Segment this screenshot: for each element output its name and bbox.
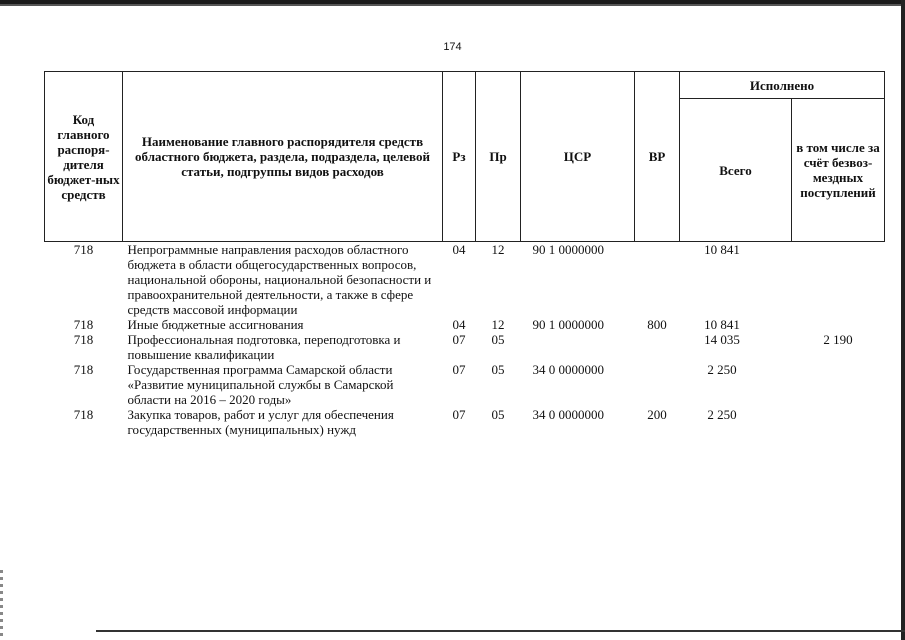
header-name: Наименование главного распорядителя средств областного бюджета, раздела, подраздела, целевой статьи, подгруппы видов расходов xyxy=(123,72,443,242)
table-header xyxy=(45,72,885,242)
table-body xyxy=(45,242,885,438)
row-grants xyxy=(792,242,885,318)
header-rz: Рз xyxy=(443,72,476,242)
row-total: 10 841 xyxy=(704,242,740,257)
table-row xyxy=(45,317,885,332)
row-code: 718 xyxy=(73,317,94,332)
row-code: 718 xyxy=(73,242,94,257)
row-name: Профессиональная подготовка, переподготовка и повышение квалификации xyxy=(127,332,401,362)
row-vr: 200 xyxy=(647,407,667,422)
page-number: 174 xyxy=(443,41,462,53)
table-row xyxy=(45,242,885,318)
row-total: 2 250 xyxy=(707,407,737,422)
row-name: Закупка товаров, работ и услуг для обеспечения государственных (муниципальных) нужд xyxy=(127,407,394,437)
row-vr: 800 xyxy=(647,317,667,332)
row-vr xyxy=(635,362,680,407)
row-name: Государственная программа Самарской области «Развитие муниципальной службы в Самарской области на 2016 – 2020 годы» xyxy=(127,362,394,407)
header-pr: Пр xyxy=(476,72,521,242)
row-rz: 07 xyxy=(452,332,466,347)
table-row xyxy=(45,407,885,437)
row-csr: 90 1 0000000 xyxy=(532,317,604,332)
header-vr: ВР xyxy=(635,72,680,242)
row-grants xyxy=(792,362,885,407)
row-code: 718 xyxy=(73,407,94,422)
scan-edge-right xyxy=(901,0,905,640)
row-rz: 07 xyxy=(452,362,466,377)
row-csr xyxy=(521,332,635,362)
scan-edge-left xyxy=(0,570,3,640)
budget-table xyxy=(44,71,885,437)
row-pr: 05 xyxy=(491,407,505,422)
header-grants: в том числе за счёт безвоз-мездных поступлений xyxy=(792,99,885,242)
row-csr: 90 1 0000000 xyxy=(532,242,604,257)
table-row xyxy=(45,332,885,362)
row-total: 10 841 xyxy=(704,317,740,332)
row-name: Иные бюджетные ассигнования xyxy=(127,317,304,332)
table-row xyxy=(45,362,885,407)
header-code: Код главного распоря-дителя бюджет-ных средств xyxy=(45,72,123,242)
row-pr: 12 xyxy=(491,317,505,332)
header-csr: ЦСР xyxy=(521,72,635,242)
row-grants: 2 190 xyxy=(823,332,853,347)
scan-edge-bottom xyxy=(96,630,905,632)
row-csr: 34 0 0000000 xyxy=(532,362,604,377)
row-csr: 34 0 0000000 xyxy=(532,407,604,422)
row-rz: 04 xyxy=(452,317,466,332)
row-rz: 07 xyxy=(452,407,466,422)
row-vr xyxy=(635,242,680,318)
row-total: 2 250 xyxy=(707,362,737,377)
row-grants xyxy=(792,407,885,437)
row-total: 14 035 xyxy=(704,332,740,347)
row-pr: 05 xyxy=(491,332,505,347)
row-pr: 05 xyxy=(491,362,505,377)
row-grants xyxy=(792,317,885,332)
row-code: 718 xyxy=(73,362,94,377)
scan-edge-top xyxy=(0,0,905,9)
row-vr xyxy=(635,332,680,362)
header-total: Всего xyxy=(680,99,792,242)
row-pr: 12 xyxy=(491,242,505,257)
row-rz: 04 xyxy=(452,242,466,257)
row-code: 718 xyxy=(73,332,94,347)
header-executed: Исполнено xyxy=(680,72,885,99)
row-name: Непрограммные направления расходов областного бюджета в области общегосударственных вопросов, национальной обороны, национальной безопасности и правоохранительной деятельности, а также в сфере средств массовой информации xyxy=(127,242,432,317)
